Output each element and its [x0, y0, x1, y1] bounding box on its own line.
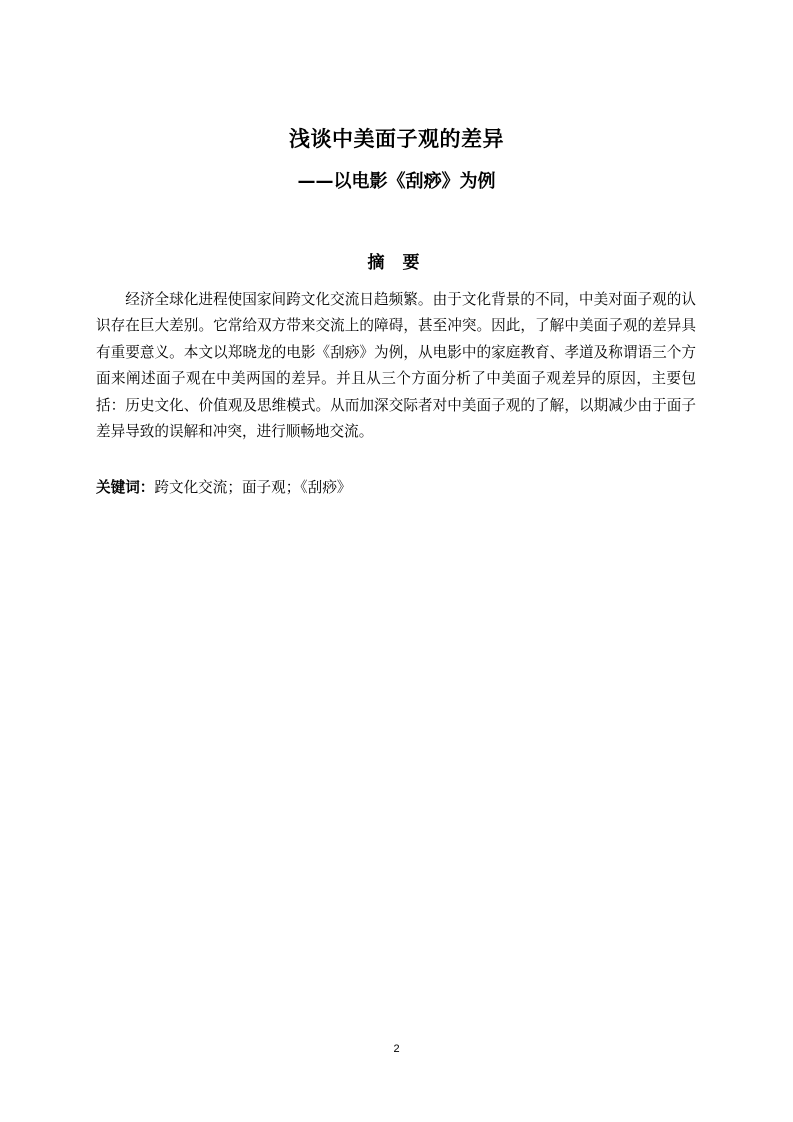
page-title: 浅谈中美面子观的差异	[289, 127, 504, 151]
page-number: 2	[393, 1043, 400, 1055]
page-subtitle: ——以电影《刮痧》为例	[297, 171, 496, 192]
abstract-paragraph: 经济全球化进程使国家间跨文化交流日趋频繁。由于文化背景的不同，中美对面子观的认识存在巨大差别。它常给双方带来交流上的障碍，甚至冲突。因此，了解中美面子观的差异具有重要意义。本文以郑晓龙的电影《刮痧》为例，从电影中的家庭教育、孝道及称谓语三个方面来阐述面子观在中美两国的差异。并且从三个方面分析了中美面子观差异的原因，主要包括：历史文化、价值观及思维模式。从而加深交际者对中美面子观的了解，以期减少由于面子差异导致的误解和冲突，进行顺畅地交流。	[96, 291, 696, 441]
keywords-line	[96, 477, 696, 499]
keywords-text: 跨文化交流；面子观；《刮痧》	[154, 479, 352, 496]
keywords-label: 关键词：	[96, 479, 155, 496]
abstract-heading: 摘 要	[367, 253, 426, 273]
